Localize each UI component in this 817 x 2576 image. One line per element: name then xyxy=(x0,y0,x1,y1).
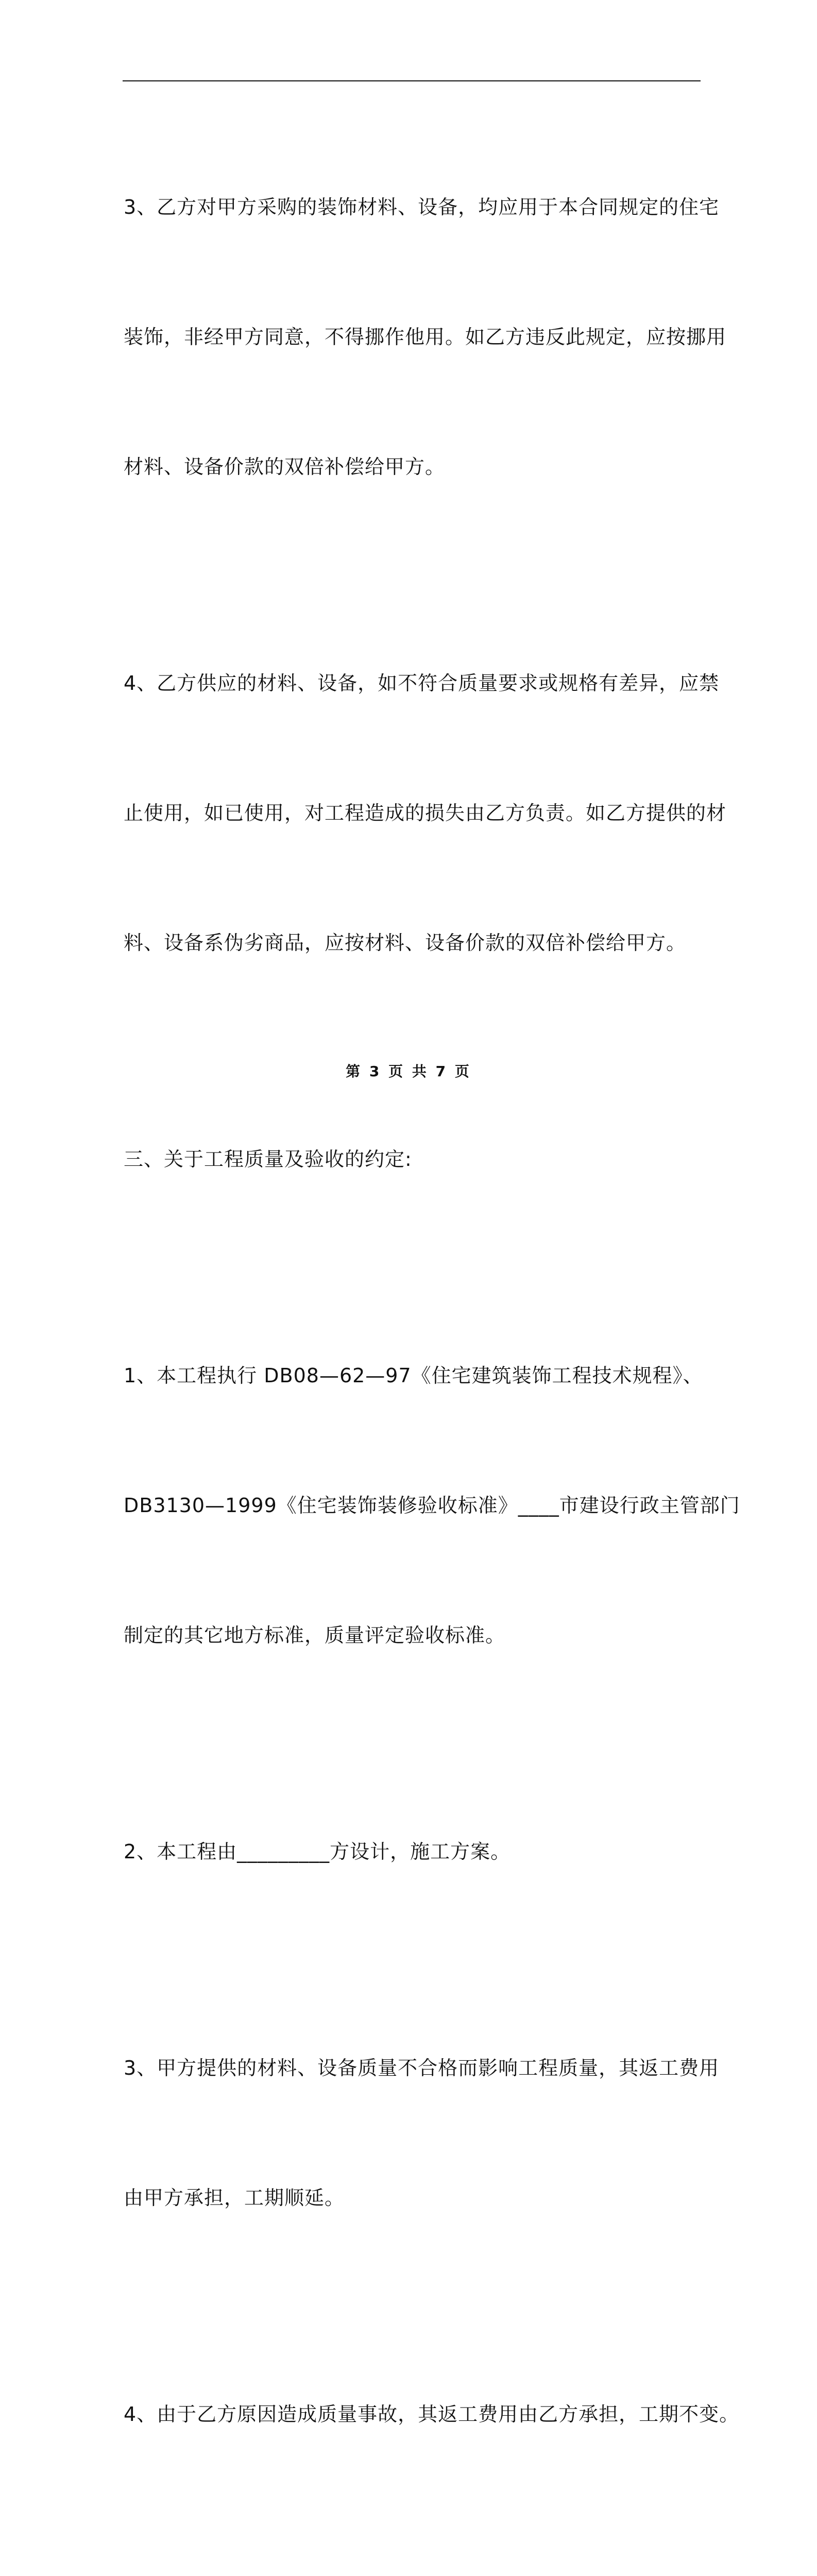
text-line: 1、本工程执行 DB08—62—97《住宅建筑装饰工程技术规程》、 xyxy=(124,1364,703,1387)
text-line: 3、乙方对甲方采购的装饰材料、设备，均应用于本合同规定的住宅 xyxy=(124,196,720,218)
paragraph-5-design-changes xyxy=(124,2522,702,2576)
section-heading: 三、关于工程质量及验收的约定: xyxy=(124,1148,412,1171)
text-line: 制定的其它地方标准，质量评定验收标准。 xyxy=(124,1624,506,1647)
text-line: 装饰，非经甲方同意，不得挪作他用。如乙方违反此规定，应按挪用 xyxy=(124,326,727,348)
header-rule xyxy=(123,80,701,81)
text-line: 3、甲方提供的材料、设备质量不合格而影响工程质量，其返工费用 xyxy=(124,2057,720,2079)
paragraph-4-rework-party-b xyxy=(124,2306,740,2522)
text-line: 4、乙方供应的材料、设备，如不符合质量要求或规格有差异，应禁 xyxy=(124,672,720,694)
page-number-footer: 第 3 页 共 7 页 xyxy=(346,1063,471,1080)
text-line: 料、设备系伪劣商品，应按材料、设备价款的双倍补偿给甲方。 xyxy=(124,931,687,954)
text-line: 材料、设备价款的双倍补偿给甲方。 xyxy=(124,455,446,478)
paragraph-1-standards xyxy=(124,1267,740,1743)
text-line: 由甲方承担，工期顺延。 xyxy=(124,2187,345,2209)
paragraph-2-design xyxy=(124,1743,702,1960)
text-line: DB3130—1999《住宅装饰装修验收标准》____市建设行政主管部门 xyxy=(124,1494,740,1517)
paragraph-3-materials-use xyxy=(124,99,727,575)
text-line: 止使用，如已使用，对工程造成的损失由乙方负责。如乙方提供的材 xyxy=(124,802,727,824)
paragraph-3-rework-party-a xyxy=(124,1960,720,2306)
section-heading-quality-acceptance xyxy=(124,1051,702,1267)
text-line: 2、本工程由_________方设计，施工方案。 xyxy=(124,1840,511,1863)
document-body xyxy=(124,99,740,2576)
text-line: 4、由于乙方原因造成质量事故，其返工费用由乙方承担，工期不变。 xyxy=(124,2403,740,2426)
paragraph-4-materials-quality xyxy=(124,575,727,1051)
